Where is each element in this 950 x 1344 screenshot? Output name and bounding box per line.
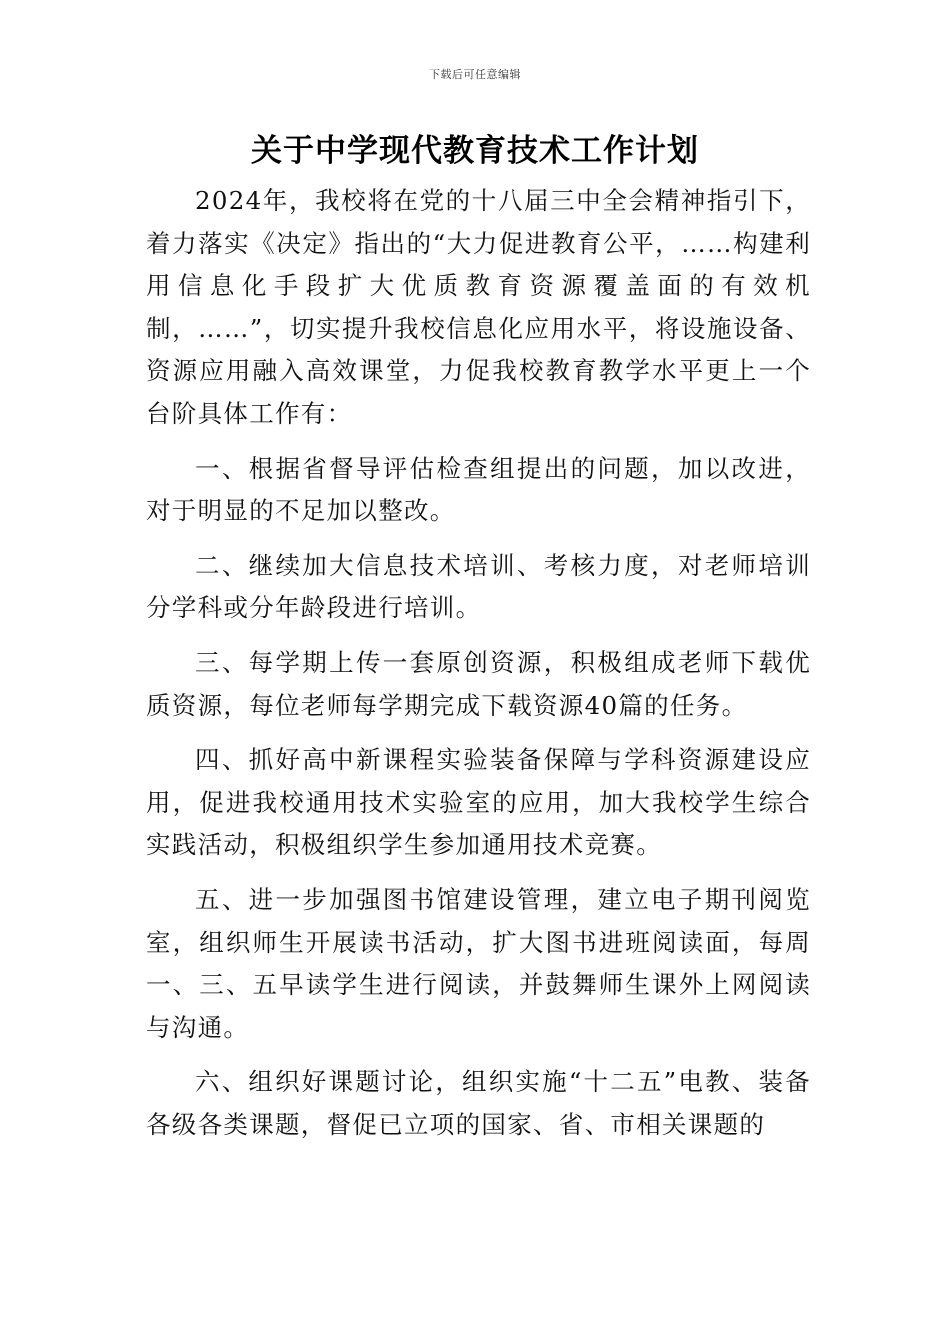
paragraph-item-4: 四、抓好高中新课程实验装备保障与学科资源建设应用，促进我校通用技术实验室的应用，加大我校学生综合实践活动，积极组织学生参加通用技术竞赛。 (146, 745, 811, 860)
paragraph-item-2: 二、继续加大信息技术培训、考核力度，对老师培训分学科或分年龄段进行培训。 (146, 550, 811, 623)
header-note: 下载后可任意编辑 (429, 68, 521, 81)
paragraph-item-1: 一、根据省督导评估检查组提出的问题，加以改进，对于明显的不足加以整改。 (146, 453, 811, 526)
document-body (146, 180, 811, 1146)
paragraph-item-6: 六、组织好课题讨论，组织实施“十二五”电教、装备各级各类课题，督促已立项的国家、省、市相关课题的 (146, 1067, 811, 1139)
paragraph-intro: 2024年，我校将在党的十八届三中全会精神指引下，着力落实《决定》指出的“大力促进教育公平，……构建利用信息化手段扩大优质教育资源覆盖面的有效机制，……”，切实提升我校信息化应用水平，将设施设备、资源应用融入高效课堂，力促我校教育教学水平更上一个台阶具体工作有： (146, 186, 811, 428)
paragraph-item-5: 五、进一步加强图书馆建设管理，建立电子期刊阅览室，组织师生开展读书活动，扩大图书进班阅读面，每周一、三、五早读学生进行阅读，并鼓舞师生课外上网阅读与沟通。 (146, 884, 811, 1042)
page-title: 关于中学现代教育技术工作计划 (251, 133, 699, 169)
paragraph-item-3: 三、每学期上传一套原创资源，积极组成老师下载优质资源，每位老师每学期完成下载资源40篇的任务。 (146, 647, 811, 720)
